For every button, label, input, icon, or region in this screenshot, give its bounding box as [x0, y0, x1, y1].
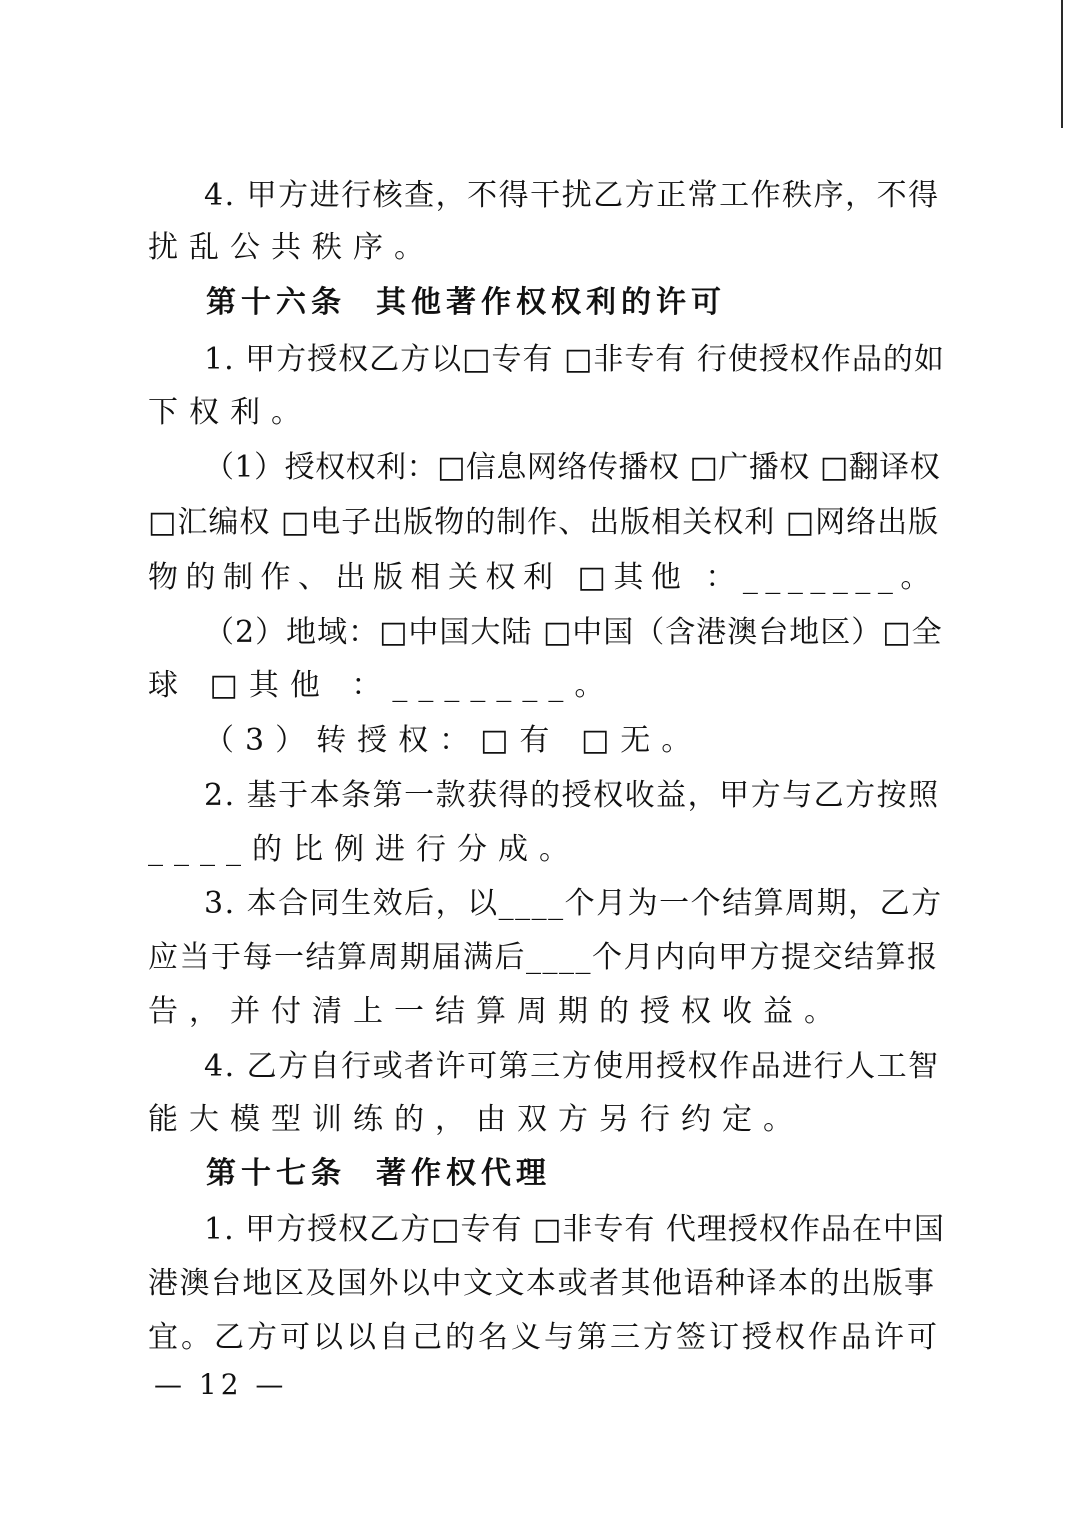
section-heading-16: [206, 283, 726, 323]
paragraph-line: 球 □其他 ：_______。: [148, 668, 616, 703]
paragraph-line: 港澳台地区及国外以中文文本或者其他语种译本的出版事: [148, 1266, 936, 1301]
paragraph-line: ____的比例进行分成。: [148, 832, 580, 867]
paragraph-line: 1. 甲方授权乙方以□专有 □非专有 行使授权作品的如: [204, 342, 945, 377]
paragraph-line: 宜。乙方可以以自己的名义与第三方签订授权作品许可: [148, 1320, 940, 1355]
paragraph-line: 应当于每一结算周期届满后____个月内向甲方提交结算报: [148, 940, 939, 975]
paragraph-line: 1. 甲方授权乙方□专有 □非专有 代理授权作品在中国: [204, 1212, 945, 1247]
page-number: — 12 —: [154, 1368, 288, 1401]
article-title: 其他著作权权利的许可: [376, 285, 726, 320]
article-title: 著作权代理: [376, 1156, 551, 1191]
paragraph-line: 能大模型训练的，由双方另行约定。: [148, 1102, 804, 1137]
paragraph-line: 2. 基于本条第一款获得的授权收益，甲方与乙方按照: [204, 778, 940, 813]
paragraph-line: 扰乱公共秩序。: [148, 230, 435, 265]
paragraph-line: 下权利。: [148, 395, 312, 430]
scan-edge-line: [1061, 0, 1063, 128]
paragraph-line: 告，并付清上一结算周期的授权收益。: [148, 994, 845, 1029]
paragraph-line: （3）转授权：□有 □无。: [204, 723, 703, 758]
paragraph-line: □汇编权 □电子出版物的制作、出版相关权利 □网络出版: [148, 505, 940, 540]
paragraph-line: （2）地域：□中国大陆 □中国（含港澳台地区）□全: [204, 615, 943, 650]
article-number: 第十七条: [206, 1156, 346, 1191]
paragraph-line: （1）授权权利：□信息网络传播权 □广播权 □翻译权: [204, 450, 941, 485]
paragraph-line: 4. 乙方自行或者许可第三方使用授权作品进行人工智: [204, 1049, 940, 1084]
paragraph-line: 物的制作、出版相关权利 □其他 ：_______。: [148, 560, 938, 595]
section-heading-17: [206, 1154, 551, 1194]
paragraph-line: 3. 本合同生效后，以____个月为一个结算周期，乙方: [204, 886, 943, 921]
paragraph-line: 4. 甲方进行核查，不得干扰乙方正常工作秩序，不得: [204, 178, 940, 213]
article-number: 第十六条: [206, 285, 346, 320]
